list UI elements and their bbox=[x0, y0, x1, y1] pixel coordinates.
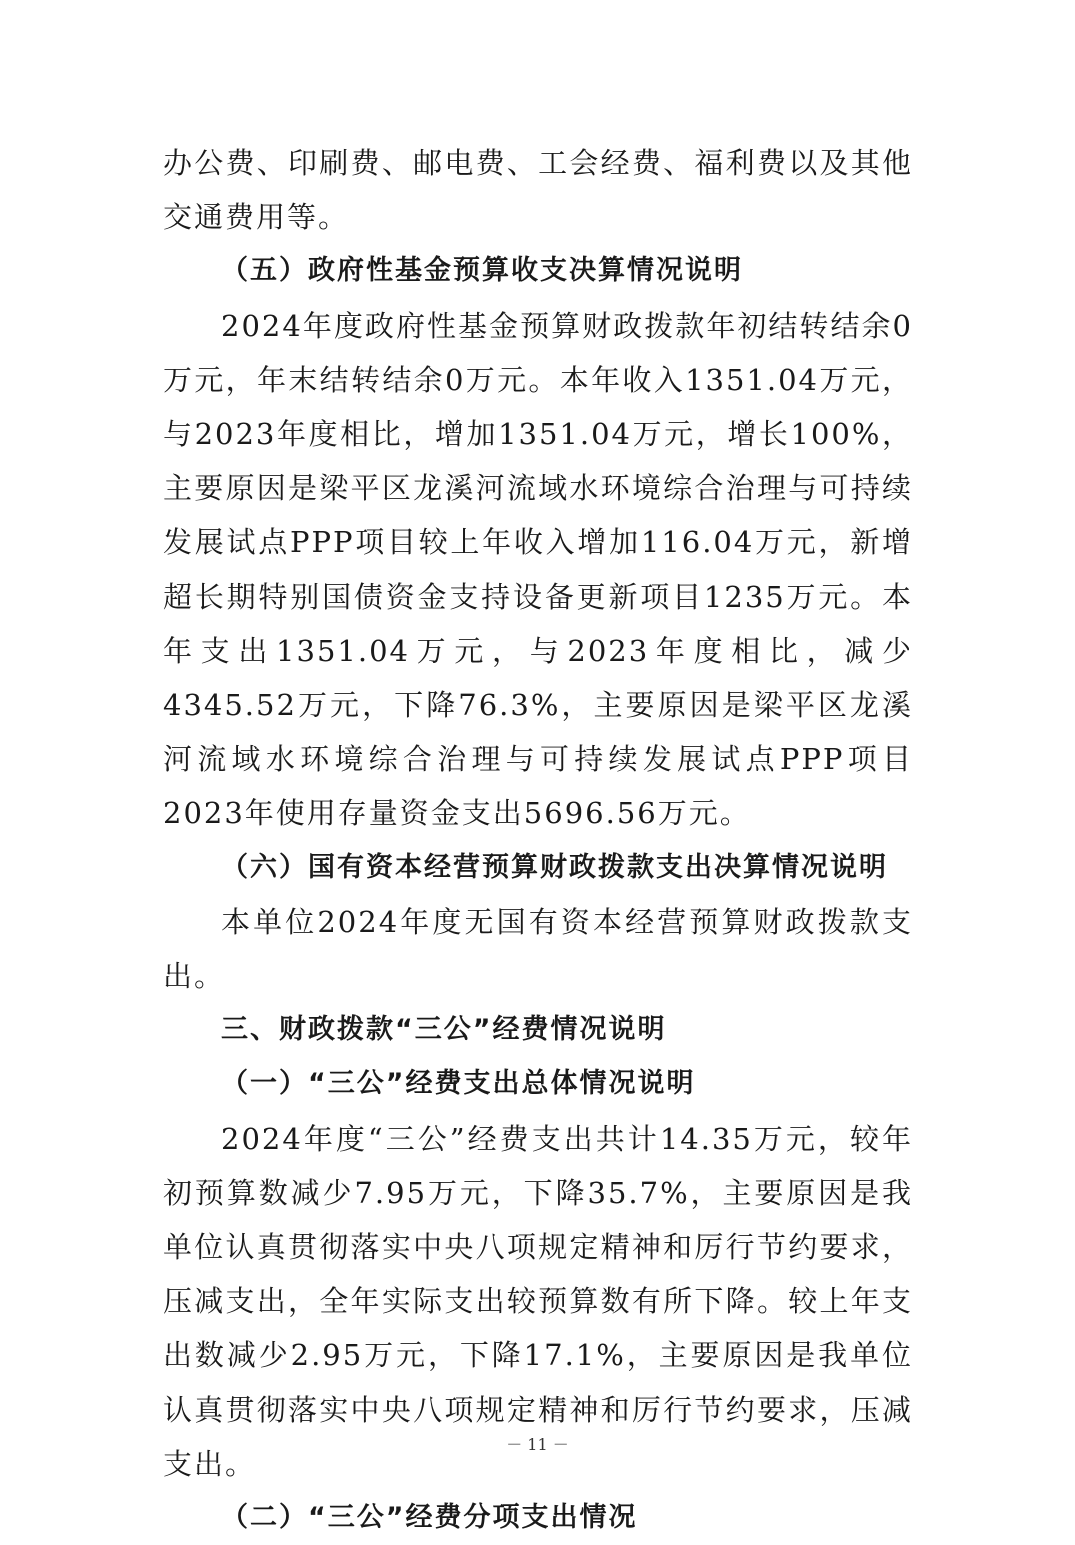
paragraph-three-public-overall: 2024年度“三公”经费支出共计14.35万元，较年初预算数减少7.95万元，下降35.7%，主要原因是我单位认真贯彻落实中央八项规定精神和厉行节约要求，压减支出，全年实际支出较预算数有所下降。较上年支出数减少2.95万元，下降17.1%，主要原因是我单位认真贯彻落实中央八项规定精神和厉行节约要求，压减支出。 bbox=[163, 1121, 913, 1481]
section-heading-government-fund: （五）政府性基金预算收支决算情况说明 bbox=[221, 255, 743, 287]
paragraph-office-expenses: 办公费、印刷费、邮电费、工会经费、福利费以及其他交通费用等。 bbox=[163, 146, 913, 235]
paragraph-state-capital: 本单位2024年度无国有资本经营预算财政拨款支出。 bbox=[163, 904, 913, 994]
paragraph-government-fund: 2024年度政府性基金预算财政拨款年初结转结余0万元，年末结转结余0万元。本年收入1351.04万元，与2023年度相比，增加1351.04万元，增长100%，主要原因是梁平区龙溪河流域水环境综合治理与可持续发展试点PPP项目较上年收入增加116.04万元，新增超长期特别国债资金支持设备更新项目1235万元。本年支出1351.04万元，与2023年度相比，减少4345.52万元，下降76.3%，主要原因是梁平区龙溪河流域水环境综合治理与可持续发展试点PPP项目2023年使用存量资金支出5696.56万元。 bbox=[163, 308, 913, 831]
section-heading-three-public-overall: （一）“三公”经费支出总体情况说明 bbox=[221, 1068, 696, 1100]
section-heading-three-public-itemized: （二）“三公”经费分项支出情况 bbox=[221, 1502, 638, 1534]
chapter-heading-three-public: 三、财政拨款“三公”经费情况说明 bbox=[221, 1014, 667, 1046]
page-number: － 11 － bbox=[506, 1435, 569, 1454]
section-heading-state-capital: （六）国有资本经营预算财政拨款支出决算情况说明 bbox=[221, 851, 888, 883]
document-body bbox=[163, 136, 913, 1545]
